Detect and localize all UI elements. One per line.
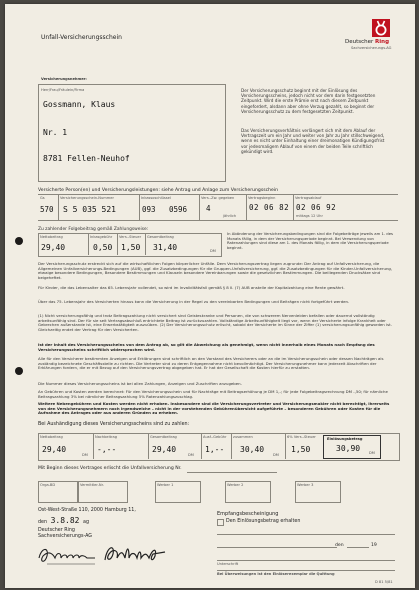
address-line: Ost-West-Straße 110, 2000 Hamburg 11,: [38, 508, 136, 513]
receipt-place-prefix: den: [335, 543, 344, 548]
label-policy-number: Versicherungsschein-Nummer: [60, 196, 114, 200]
premium-side-text: In Abänderung der Versicherungsbedingungen sind die Folgebeiträge jeweils am 1. des Monats fällig, in dem der Versicherungsperiode beginnt. Bei Verwendung von Ratenzahlungen sind diese am 1. des Monats fällig, in dem die Versicherungsperiode beginnt.: [227, 231, 394, 250]
bottom-note: Bei Überweisungen ist den Einlöserexemplar die Quittung: [217, 572, 335, 576]
no-extra-fees-paragraph: Weitere Nebengebühren und Kosten werden nicht erhoben. Insbesondere sind die Versicherungsvertreter und Versicherungsmakler nicht berechtigt, ihrerseits von den Versicherungsnehmern noch irgendwelche – nicht in der vorstehenden Gebührenübersicht aufgeführte – besonderen Gebühren oder Kosten für die Aufnahme des Antrages oder aus anderen Gründen zu erheben.: [38, 401, 390, 416]
previous-policy-heading: Mit Beginn dieses Vertrages erlischt die Unfallversicherung Nr.: [38, 466, 182, 471]
werber-1-label: Werber 1: [157, 483, 174, 487]
zahlweise-value: 4: [206, 204, 211, 213]
payment-label-issue-fee: Ausf.-Gebühr: [203, 435, 227, 439]
payment-divider-4: [231, 433, 232, 459]
label-begin: Vertragsbeginn: [248, 196, 276, 200]
premium-label-total: Gesamtbeitrag: [147, 235, 174, 239]
payment-label-extra: Nachbeitrag: [95, 435, 118, 439]
receipt-text: Den Einlösungsbetrag erhalten: [226, 519, 301, 524]
label-end: Vertragsablauf: [295, 196, 322, 200]
gs-value: 570: [40, 205, 54, 214]
document-title: Unfall-Versicherungsschein: [41, 34, 122, 41]
inkasso-a-value: 093: [142, 205, 156, 214]
receipt-title: Empfangsbescheinigung: [217, 511, 279, 517]
premium-total-value: 31,40: [153, 243, 178, 252]
receipt-place-line: [217, 547, 337, 548]
payment-total-value: 29,40: [152, 445, 177, 454]
conditions-paragraph: Der Versicherungsschutz erstreckt sich auf die wirtschaftlichen Folgen körperlicher Unfälle. Dem Versicherungsvertrag liegen zugrunde: Der Antrag auf Unfallversicherung, die Allgemeinen Unfallversicherungs-Bedingungen (AUB), ggf. die Zusatzbedingungen für die Gruppen-Unfallversicherung, ggf. die Zusatzbedingungen für die Kinder-Unfallversicherung, etwaige besondere Bedingungen, Besondere Bestimmungen und Klauseln besondere Vereinbarungen sowie die gesetzlichen Bestimmungen. Die beiliegenden Drucksätze sind beigeheftet.: [38, 261, 393, 281]
receipt-amount-line: [217, 534, 395, 535]
age-limit-paragraph: Über das 75. Lebensjahr des Versicherten hinaus kann die Versicherung in der Regel zu den vereinbarten Bedingungen und Beiträgen nicht fortgeführt werden.: [38, 299, 350, 304]
payment-heading: Bei Aushändigung dieses Versicherungsscheins sind zu zahlen:: [38, 422, 190, 427]
receipt-checkbox[interactable]: [217, 519, 224, 526]
receipt-year: 19: [371, 543, 377, 548]
insurability-paragraph: (1) Nicht versicherungsfähig und trotz Beitragszahlung nicht versichert sind Geisteskranke und Personen, die von schwerem Nervenleiden befallen oder dauernd vollständig arbeitsunfähig sind. Der für sie seit Vertragsabschluß entrichtete Beitrag ist zurückzuzahlen. Vollständige Arbeitsunfähigkeit liegt vor, wenn der Versicherte infolge Krankheit oder Gebrechen außerstande ist, eine Erwerbstätigkeit auszuüben. (2) Der Versicherungsschutz erlischt, sobald der Versicherte im Sinne der Ziffer (1) versicherungsunfähig geworden ist. Gleichzeitig endet der Vertrag für den Versicherten.: [38, 313, 392, 333]
premium-net-value: 29,40: [41, 243, 66, 252]
brand-line: [345, 39, 389, 45]
holder-salutation-label: Herr/Frau/Fräulein/Firma: [41, 88, 85, 92]
payment-net-value: 29,40: [42, 445, 67, 454]
premium-divider-2: [117, 233, 118, 255]
payment-currency-sum: DM: [273, 453, 279, 457]
premium-fee-value: 0,50: [93, 243, 113, 252]
holder-section-label: Versicherungsnehmer:: [41, 77, 87, 81]
date-suffix: ag: [83, 520, 90, 525]
holder-city: 8781 Fellen-Neuhof: [43, 154, 130, 163]
label-zahlweise: Vers.-Zw. gegeben: [201, 196, 235, 200]
premium-heading: Zu zahlender Folgebeitrag gemäß Zahlungsweise:: [38, 227, 149, 232]
persons-divider-5: [293, 194, 294, 220]
einloesung-value: 30,90: [336, 444, 361, 453]
policy-number-note: Die Nummer dieses Versicherungsscheins ist bei allen Zahlungen, Anzeigen und Zuschriften anzugeben.: [38, 381, 242, 386]
time-note: mittags 12 Uhr: [296, 214, 323, 218]
receipt-signature-label: Unterschrift: [217, 562, 239, 566]
premium-divider-3: [145, 233, 146, 255]
begin-value: 02 06 82: [249, 203, 290, 212]
persons-divider-4: [246, 194, 247, 220]
brand-name: Ring: [375, 39, 390, 45]
persons-divider-1: [58, 194, 59, 220]
payment-issue-fee-value: 1,--: [205, 445, 225, 454]
date-prefix: den: [38, 520, 48, 525]
payment-currency-total: DM: [188, 453, 194, 457]
intro-paragraph-2: Das Versicherungsverhältnis verlängert sich mit dem Ablauf der Vertragszeit um ein Jahr und weiter von Jahr zu Jahr stillschweigend, wenn es nicht unter Einhaltung einer dreimonatigen Kündigungsfrist vor jedesmaligem Ablauf von einem der beiden Teile schriftlich gekündigt wird.: [241, 128, 385, 154]
premium-tax-value: 1,50: [121, 243, 141, 252]
persons-rule-bottom: [38, 220, 398, 221]
deviation-paragraph: Ist der Inhalt des Versicherungsscheins von dem Antrag ab, so gilt die Abweichung als genehmigt, wenn nicht innerhalb eines Monats nach Empfang des Versicherungsscheins schriftlich widersprochen wird.: [38, 342, 375, 352]
label-inkasso: Inkassoschlüssel: [141, 196, 171, 200]
werber-2-label: Werber 2: [227, 483, 244, 487]
payment-currency-einloesung: DM: [369, 451, 375, 455]
premium-currency: DM: [210, 249, 216, 253]
payment-divider-1: [93, 433, 94, 459]
label-gs: Gs: [40, 196, 45, 200]
payment-label-total: Gesamtbeitrag: [150, 435, 177, 439]
premium-label-fee: Inkasgebühr: [90, 235, 113, 239]
payment-divider-5: [285, 433, 286, 459]
payment-label-tax: 6% Vers.-Steuer: [287, 435, 316, 439]
company-logo: [371, 18, 391, 38]
brand-subtitle: Sachversicherungs-AG: [351, 46, 392, 50]
footer-company: Deutscher Ring: [38, 528, 75, 533]
payment-extra-value: -,--: [97, 445, 117, 454]
pension-paragraph: Für Kinder, die das Lebensalter das 65. Lebensjahr vollendet, so wird im Invaliditätsfall gemäß § 8 II. (7) AUB anstelle der Kapitalzahlung eine Rente gewährt.: [38, 285, 345, 290]
payment-label-sum: zusammen: [233, 435, 253, 439]
issue-date-line: [38, 516, 89, 525]
intro-paragraph-1: Der Versicherungsschutz beginnt mit der Einlösung des Versicherungsscheins, jedoch nicht vor dem darin festgesetzten Zeitpunkt. Wird die erste Prämie erst nach diesem Zeitpunkt eingefordert, alsdann aber ohne Verzug gezahlt, so beginnt der Versicherungsschutz zu dem festgesetzten Zeitpunkt.: [241, 88, 376, 114]
ring-logo-icon: [371, 18, 391, 38]
end-value: 02 06 92: [296, 203, 337, 212]
werber-3-label: Werber 3: [297, 483, 314, 487]
inkasso-b-value: 0596: [169, 205, 188, 214]
zahlweise-note: jährlich: [223, 214, 237, 218]
issue-date: 3.8.82: [50, 516, 80, 525]
policy-document: [5, 4, 415, 588]
fees-paragraph: An Gebühren und Kosten werden berechnet: Für den Versicherungsschein und für Nachträge mit Beitragserhöhung je DM 1,-; für jede Folgebeitragsrechnung DM -,50; für nämliche Beitragszahlung 3% bei nämlicher Beitragszahlung 5% Ratenzahlungszuschlag.: [38, 389, 388, 399]
holder-street: Nr. 1: [43, 128, 68, 137]
policy-number-value: S 5 035 521: [63, 205, 116, 214]
punch-hole-top: [15, 237, 23, 245]
form-code: D 81 5/81: [375, 580, 393, 584]
persons-divider-3: [199, 194, 200, 220]
persons-heading: Versicherte Person(en) und Versicherungsleistungen: siehe Antrag und Anlage zum Versicherungsschein: [38, 188, 279, 193]
footer-company-sub: Sachversicherungs-AG: [38, 534, 93, 539]
payment-divider-3: [201, 433, 202, 459]
signature-image: [35, 540, 185, 568]
payment-label-einloesung: Einlösungsbetrag: [327, 437, 363, 441]
payment-currency-net: DM: [82, 453, 88, 457]
payment-tax-value: 1,50: [291, 445, 311, 454]
payment-label-net: Nettobeitrag: [40, 435, 63, 439]
bottom-rule: [217, 570, 395, 571]
payment-sum-value: 30,40: [240, 445, 265, 454]
previous-policy-line: [187, 472, 277, 473]
brand-prefix: Deutscher: [345, 39, 374, 45]
orga-label: Orga-BD: [40, 483, 56, 487]
persons-rule-top: [38, 194, 398, 195]
receipt-date-line: [347, 547, 369, 548]
vermittler-label: Vermittler-Nr.: [80, 483, 104, 487]
notices-paragraph: Alle für den Versicherer bestimmten Anzeigen und Erklärungen sind schriftlich an den Vorstand des Versicherers oder an die im Versicherungsschein oder dessen Nachträgen als zuständig bezeichnete Geschäftsstelle zu richten. Die Vertreter sind zu deren Entgegennahme nicht bevollmächtigt. Der Versicherungsnehmer kann jederzeit Abschriften der Erklärungen fordern, die er mit Bezug auf den Versicherungsvertrag abgegeben hat. Er hat der Gesellschaft die Kosten hierfür zu erstatten.: [38, 356, 384, 371]
holder-name: Gossmann, Klaus: [43, 100, 116, 109]
premium-label-net: Nettobeitrag: [40, 235, 63, 239]
punch-hole-bottom: [15, 367, 23, 375]
premium-label-tax: Vers.-Steuer: [119, 235, 142, 239]
premium-divider-1: [88, 233, 89, 255]
payment-divider-2: [148, 433, 149, 459]
persons-divider-2: [139, 194, 140, 220]
receipt-signature-line: [217, 560, 395, 561]
